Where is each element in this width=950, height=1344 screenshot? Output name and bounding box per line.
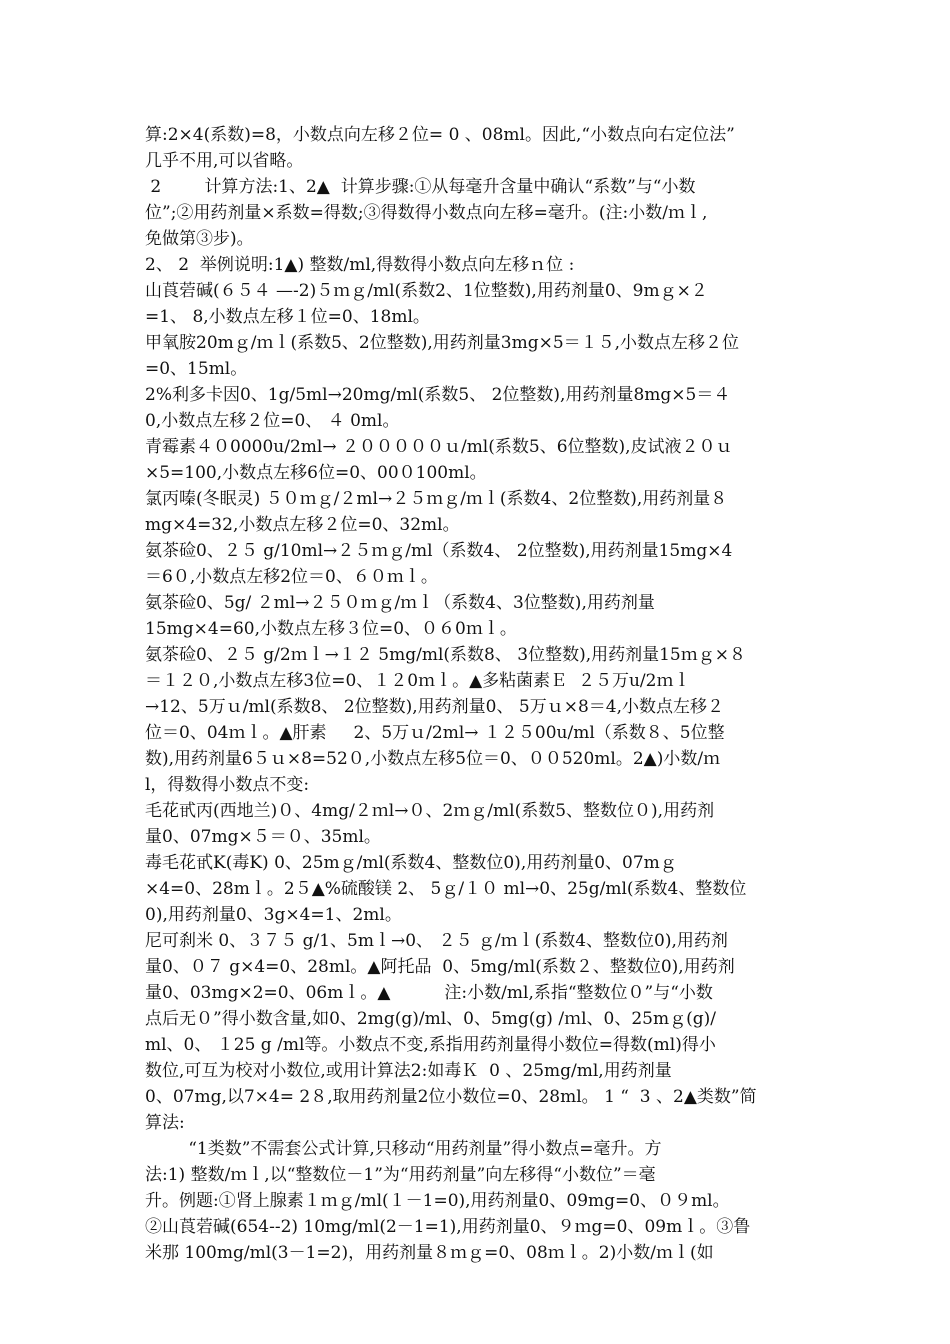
text-line: ×4=0、28mｌ。2５▲%硫酸镁 2、 5ｇ/１０ ml→0、25g/ml(系数4、整数位 (145, 879, 747, 899)
text-line: ×5=100,小数点左移6位=0、00０100ml。 (145, 463, 487, 483)
text-line: “1类数”不需套公式计算,只移动“用药剂量”得小数点=毫升。方 (145, 1139, 662, 1159)
text-line: mg×4=32,小数点左移２位=0、32ml。 (145, 515, 460, 535)
text-line: =1、 8,小数点左移１位=0、18ml。 (145, 307, 430, 327)
text-line: 0、07mg,以7×4= 2８,取用药剂量2位小数位=0、28ml。 1 “ 3 、2▲类数”简 (145, 1087, 757, 1107)
text-line: 毒毛花甙K(毒K) 0、25mｇ/ml(系数4、整数位0),用药剂量0、07mｇ (145, 853, 677, 873)
text-line: 15mg×4=60,小数点左移３位=0、０６0ｍｌ。 (145, 619, 517, 639)
text-line: 氨茶硷0、5g/ ２ml→２５０ｍｇ/ｍｌ（系数4、3位整数),用药剂量 (145, 593, 655, 613)
text-line: 法:1) 整数/ｍｌ,以“整数位－1”为“用药剂量”向左移得“小数位”＝毫 (145, 1165, 656, 1185)
text-line: 点后无０”得小数含量,如0、2mg(g)/ml、0、5mg(g) /ｍl、0、25mｇ(g)/ (145, 1009, 716, 1029)
text-line: 2、 2 举例说明:1▲) 整数/ml,得数得小数点向左移ｎ位 : (145, 255, 575, 275)
text-line: ＝１２０,小数点左移3位=0、１２0ｍｌ。▲多粘菌素Ｅ ２５万u/2ｍｌ (145, 671, 691, 691)
text-line: 0,小数点左移２位=0、 ４ 0ml。 (145, 411, 400, 431)
text-line: 量0、０７ g×4=0、28ml。▲阿托品 0、5mg/ml(系数２、整数位0),用药剂 (145, 957, 735, 977)
text-line: 米那 100mg/ml(3－1=2)，用药剂量８ｍｇ=0、08ｍｌ。2)小数/ｍｌ(如 (145, 1243, 714, 1263)
text-line: 氯丙嗪(冬眠灵) ５０ｍｇ/２ml→２５ｍｇ/ｍｌ(系数4、2位整数),用药剂量８ (145, 489, 728, 509)
text-line: 量0、07mg×５＝０、35ml。 (145, 827, 381, 847)
text-line: 山莨菪碱(６５４ —-2)５ｍｇ/ml(系数2、1位整数),用药剂量0、9mｇ×２ (145, 281, 708, 301)
text-line: 免做第③步)。 (145, 229, 254, 249)
text-line: 升。例题:①肾上腺素１ｍｇ/ml(１－1=0),用药剂量0、09mg=0、０９ml。 (145, 1191, 730, 1211)
text-line: ml、0、 １25 g /ml等。小数点不变,系指用药剂量得小数位=得数(ml)得小 (145, 1035, 716, 1055)
text-line: 位”;②用药剂量×系数=得数;③得数得小数点向左移=毫升。(注:小数/ｍｌ, (145, 203, 708, 223)
text-line: 氨茶硷0、２５ g/2ｍｌ→１２ 5mg/ml(系数8、 3位整数),用药剂量15ｍｇ×８ (145, 645, 746, 665)
text-line: →12、5万ｕ/ml(系数8、 2位整数),用药剂量0、 5万ｕ×8＝4,小数点左移２ (145, 697, 724, 717)
text-line: 几乎不用,可以省略。 (145, 151, 304, 171)
text-line: 算法: (145, 1113, 185, 1133)
text-line: 氨茶硷0、２５ g/10ml→２５ｍｇ/ml（系数4、 2位整数),用药剂量15mg×4 (145, 541, 733, 561)
text-line: =0、15ml。 (145, 359, 248, 379)
text-line: ②山莨菪碱(654--2) 10mg/ml(2－1=1),用药剂量0、９ｍg=0、09mｌ。③鲁 (145, 1217, 751, 1237)
text-line: 青霉素４０0000u/2ml→ ２０００００ｕ/ml(系数5、6位整数),皮试液２０ｕ (145, 437, 733, 457)
text-line: l，得数得小数点不变: (145, 775, 310, 795)
text-line: 甲氧胺20mｇ/ｍｌ(系数5、2位整数),用药剂量3mg×5＝１５,小数点左移２位 (145, 333, 740, 353)
text-line: 算:2×4(系数)=8，小数点向左移２位= 0 、08ml。因此,“小数点向右定位法” (145, 125, 735, 145)
text-line: 量0、03mg×2=0、06mｌ。▲ 注:小数/ml,系指“整数位０”与“小数 (145, 983, 713, 1003)
text-line: 位＝0、04ｍｌ。▲肝素 2、5万ｕ/2ml→ １２５00u/ml（系数８、5位整 (145, 723, 725, 743)
text-line: 数),用药剂量6５ｕ×8=52０,小数点左移5位＝0、００520ml。2▲)小数/ｍ (145, 749, 721, 769)
text-line: 0),用药剂量0、3g×4=1、2ml。 (145, 905, 402, 925)
text-line: 毛花甙丙(西地兰)０、4mg/２ｍl→０、2ｍｇ/ml(系数5、整数位０),用药剂 (145, 801, 715, 821)
text-line: 尼可刹米 0、３７５ g/1、5mｌ→0、 ２５ ｇ/ｍｌ(系数4、整数位0),用药剂 (145, 931, 728, 951)
text-line: 数位,可互为校对小数位,或用计算法2:如毒Ｋ 0 、25mg/ml,用药剂量 (145, 1061, 672, 1081)
text-line: 2 计算方法:1、2▲ 计算步骤:①从每毫升含量中确认“系数”与“小数 (145, 177, 696, 197)
text-line: 2%利多卡因0、1g/5ml→20mg/ml(系数5、 2位整数),用药剂量8mg×5＝４ (145, 385, 731, 405)
document-body (145, 122, 810, 1266)
text-line: ＝6０,小数点左移2位＝0、６０ｍｌ。 (145, 567, 438, 587)
